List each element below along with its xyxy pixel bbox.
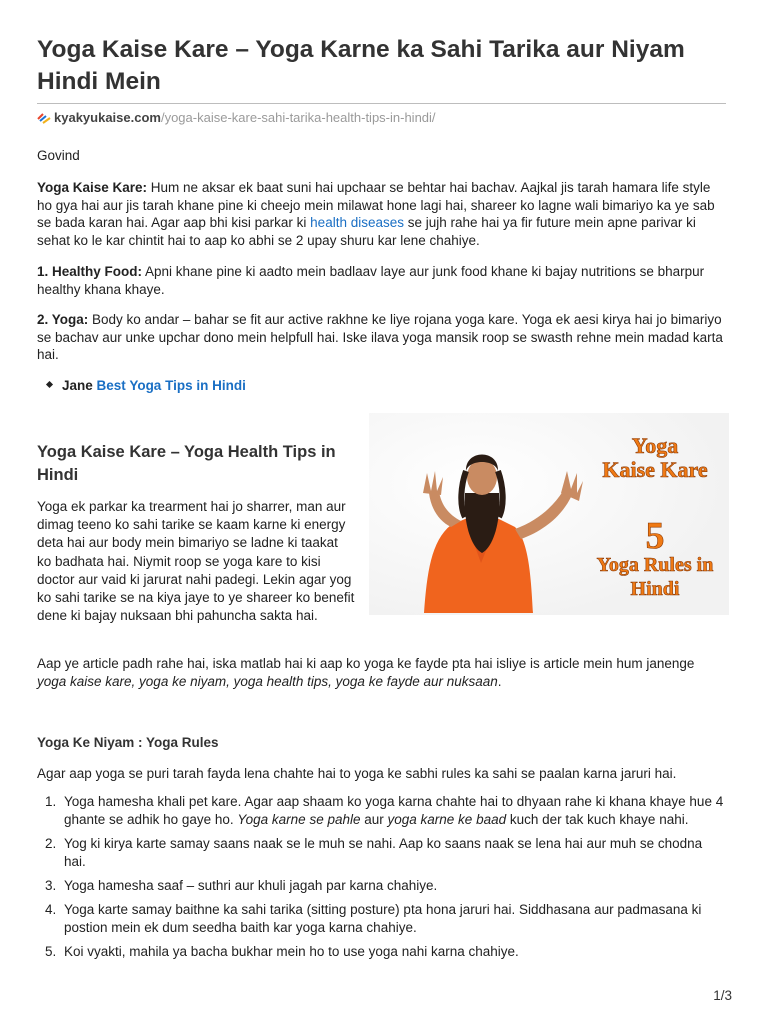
rule-text: Yoga karte samay baithne ka sahi tarika (sitting posture) pta hona jaruri hai. Siddhasana aur padmasana ki postion mein ek dum seedha baith kar yoga karna chahiye. [64,902,702,935]
list-item [37,793,726,829]
article-para-end: . [497,673,502,689]
bullet-lead: Jane [62,378,93,393]
rule-number: 3. [45,878,57,893]
rule-italic-1: Yoga karne se pahle [237,812,361,827]
point-yoga [37,311,726,364]
rule-number: 1. [45,794,57,809]
figure-line-1: Yoga [631,433,679,458]
rule-text: Yog ki kirya karte samay saans naak se le muh se nahi. Aap ko saans naak se lena hai aur muh se chodna hai. [64,836,703,869]
article-title: Yoga Kaise Kare – Yoga Karne ka Sahi Tarika aur Niyam Hindi Mein [37,36,685,95]
list-item [37,877,726,895]
intro-paragraph [37,179,726,249]
list-item [37,901,726,937]
article-para-text: Aap ye article padh rahe hai, iska matlab hai ki aap ko yoga ke fayde pta hai isliye is article mein hum janenge [37,656,695,671]
rules-intro: Agar aap yoga se puri tarah fayda lena chahte hai to yoga ke sabhi rules ka sahi se paalan karna jaruri hai. [37,766,677,781]
source-line [37,110,436,126]
rule-text: Yoga hamesha khali pet kare. Agar aap shaam ko yoga karna chahte hai to dhyaan rahe ki khana khaye hue 4 ghante se adhik ho gaye ho. [64,794,724,827]
figure-number: 5 [645,515,665,557]
related-link-bullet [47,377,246,395]
point1-text: Apni khane pine ki aadto mein badlaav laye aur junk food khane ki bajay nutritions se bharpur healthy khana khaye. [37,264,705,297]
figure-line-3: Yoga Rules in [596,554,714,576]
rule-text: Yoga hamesha saaf – suthri aur khuli jagah par karna chahiye. [64,878,438,893]
site-logo-icon [37,112,51,124]
intro-text-b: se jujh rahe hai ya fir future mein apne parivar ki sehat ko le kar chintit hai to aap ko abhi se 2 upay shuru kar lene chahiye. [37,215,696,248]
rule-text-c: kuch der tak kuch khaye nahi. [506,812,689,827]
health-diseases-link[interactable]: health diseases [310,215,404,230]
rule-number: 4. [45,902,57,917]
intro-lead: Yoga Kaise Kare: [37,180,148,195]
list-item [37,835,726,871]
rule-number: 5. [45,944,57,959]
best-yoga-tips-link[interactable]: Best Yoga Tips in Hindi [96,378,246,393]
figure-line-2: Kaise Kare [602,457,708,482]
point2-lead: 2. Yoga: [37,312,89,327]
rules-heading: Yoga Ke Niyam : Yoga Rules [37,735,219,750]
list-item [37,943,726,961]
point2-text: Body ko andar – bahar se fit aur active rakhne ke liye rojana yoga kare. Yoga ek aesi kirya hai jo bimariyo se bachav aur unke upchar dono mein helpfull hai. Iske ilava yoga mansik roop se swasth rehne mein madad karta hai. [37,312,723,362]
rule-italic-2: yoga karne ke baad [387,812,507,827]
title-divider [37,103,726,104]
point-healthy-food [37,263,726,298]
rule-text: Koi vyakti, mahila ya bacha bukhar mein ho to use yoga nahi karna chahiye. [64,944,519,959]
section-paragraph: Yoga ek parkar ka trearment hai jo sharrer, man aur dimag teeno ko sahi tarike se kaam karne ki energy deta hai aur body mein bimariyo se ladne ki taakat ko badhata hai. Niymit roop se yoga kare to kisi doctor aur vaid ki jarurat nahi padegi. Lekin agar yog ko sahi tarike se na kiya jaye to ye shareer ko benefit dene ki bajay nuksaan bhi pahuncha sakta hai. [37,499,355,624]
author-name: Govind [37,148,80,163]
source-domain-link[interactable]: kyakyukaise.com [54,110,161,125]
article-intro-paragraph [37,655,726,690]
intro-text-a: Hum ne aksar ek baat suni hai upchaar se behtar hai bachav. Aajkal jis tarah hamara life style ho gya hai aur jis tarah khane pine ki cheejo mein milawat hone lagi hai, shareer ko lagne wali bimariyo ka ye sab se bada karan hai. Agar aap bhi kisi parkar ki [37,180,715,230]
source-path: /yoga-kaise-kare-sahi-tarika-health-tips-in-hindi/ [160,110,436,125]
yoga-rules-figure [369,413,729,615]
article-para-italic: yoga kaise kare, yoga ke niyam, yoga health tips, yoga ke fayde aur nuksaan [37,673,498,689]
section-heading: Yoga Kaise Kare – Yoga Health Tips in Hindi [37,443,336,484]
rule-number: 2. [45,836,57,851]
bullet-icon [46,381,53,388]
rules-list [37,793,726,967]
point1-lead: 1. Healthy Food: [37,264,143,279]
rule-text-b: aur [360,812,388,827]
figure-line-4: Hindi [630,578,680,600]
page-number: 1/3 [713,988,732,1003]
